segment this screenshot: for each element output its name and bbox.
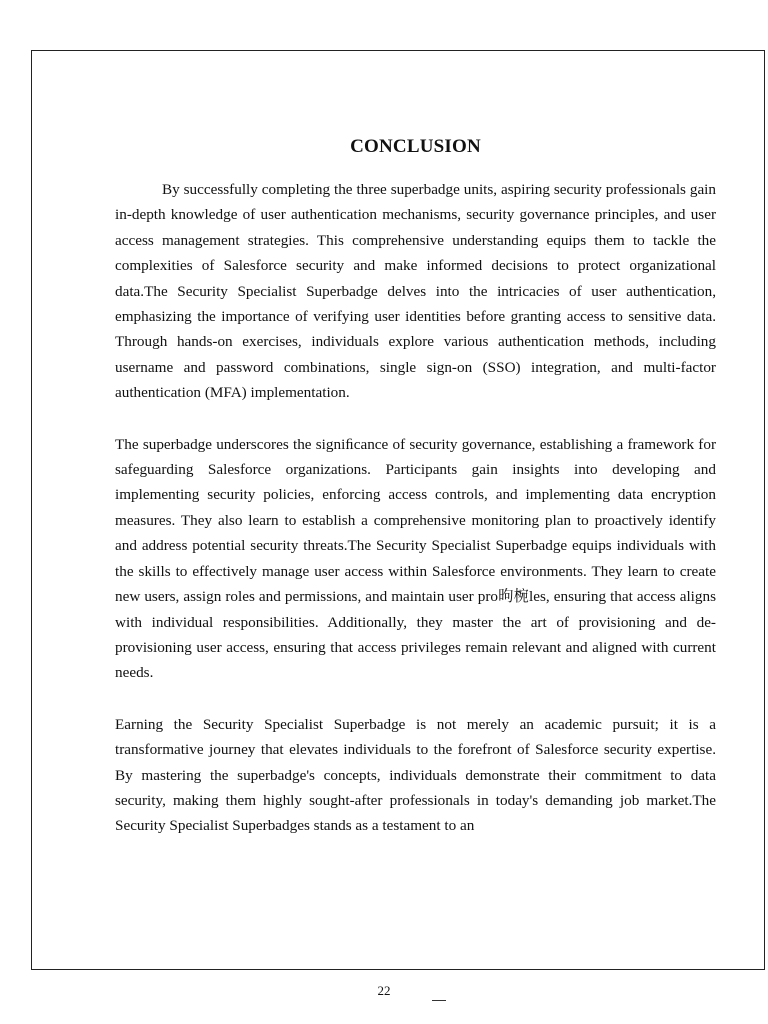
paragraph-3: Earning the Security Specialist Superbadge is not merely an academic pursuit; it is a transformative journey that elevates individuals to the forefront of Salesforce security expertise. By mastering the superbadge's concepts, individuals demonstrate their commitment to data security, making them highly sought-after professionals in today's demanding job market.The Security Specialist Superbadges stands as a testament to an	[115, 715, 716, 835]
page-title: CONCLUSION	[350, 136, 481, 157]
paragraph-2: The superbadge underscores the signiﬁcance of security governance, establishing a framework for safeguarding Salesforce organizations. Participants gain insights into developing and implementing security policies, enforcing access controls, and implementing data encryption measures. They also learn to establish a comprehensive monitoring plan to proactively identify and address potential security threats.The Security Specialist Superbadge equips individuals with the skills to effectively manage user access within Salesforce environments. They learn to create new users, assign roles and permissions, and maintain user pro昫椀les, ensuring that access aligns with individual responsibilities. Additionally, they master the art of provisioning and de-provisioning user access, ensuring that access privileges remain relevant and aligned with current needs.	[115, 435, 716, 682]
document-body	[115, 136, 716, 865]
paragraph-1: By successfully completing the three superbadge units, aspiring security professionals gain in-depth knowledge of user authentication mechanisms, security governance principles, and user access management strategies. This comprehensive understanding equips them to tackle the complexities of Salesforce security and make informed decisions to protect organizational data.The Security Specialist Superbadge delves into the intricacies of user authentication, emphasizing the importance of verifying user identities before granting access to sensitive data. Through hands-on exercises, individuals explore various authentication methods, including username and password combinations, single sign-on (SSO) integration, and multi-factor authentication (MFA) implementation.	[115, 181, 716, 402]
page-number: 22	[377, 983, 391, 998]
footer-dash	[432, 1000, 446, 1001]
